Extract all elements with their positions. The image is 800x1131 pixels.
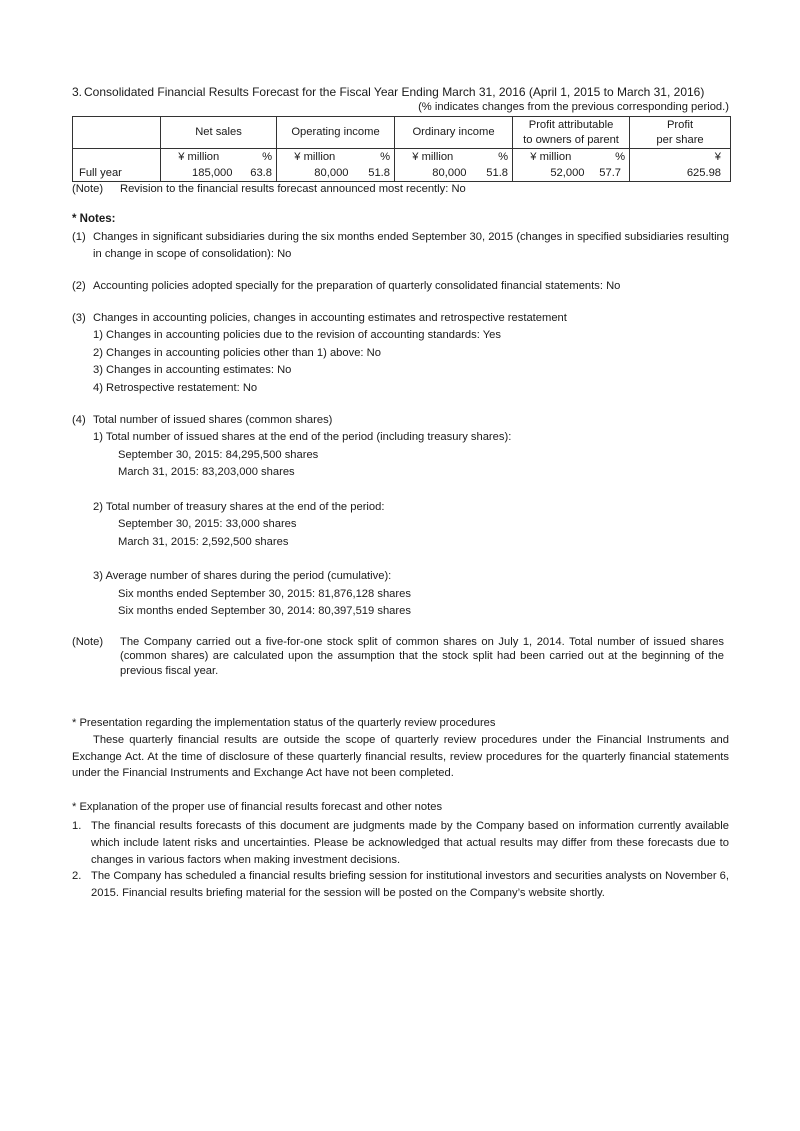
unit-cell: ¥: [630, 149, 731, 166]
header-ordinary-income: Ordinary income: [395, 117, 513, 149]
note-item-4: (4) Total number of issued shares (common shares): [72, 414, 333, 426]
issued-shares-label: 1) Total number of issued shares at the end of the period (including treasury shares):: [93, 431, 512, 443]
cell-operating-income: 80,000: [277, 165, 353, 182]
average-shares-line: Six months ended September 30, 2014: 80,397,519 shares: [118, 605, 411, 617]
note-item-1: (1) Changes in significant subsidiaries during the six months ended September 30, 2015 (changes in specified subsidiaries resulting in change in scope of consolidation): No: [72, 231, 729, 260]
table-row: [73, 165, 731, 182]
header-net-sales: Net sales: [161, 117, 277, 149]
cell-profit-attributable-pct: 57.7: [589, 165, 630, 182]
unit-cell: ¥ million: [277, 149, 353, 166]
cell-ordinary-income: 80,000: [395, 165, 471, 182]
treasury-shares-line: March 31, 2015: 2,592,500 shares: [118, 535, 289, 548]
cell-profit-per-share: 625.98: [630, 165, 731, 182]
review-paragraph: These quarterly financial results are outside the scope of quarterly review procedures under the Financial Instruments and Exchange Act. At the time of disclosure of these quarterly financial results, review procedures for the quarterly financial statements under the Financial Instruments and Exchange Act have not been completed.: [72, 734, 729, 780]
note-3-sub-2: 2) Changes in accounting policies other than 1) above: No: [93, 346, 381, 359]
cell-ordinary-income-pct: 51.8: [471, 165, 513, 182]
cell-operating-income-pct: 51.8: [353, 165, 395, 182]
header-profit-attributable: Profit attributable to owners of parent: [513, 117, 630, 149]
unit-cell: ¥ million: [395, 149, 471, 166]
row-label: Full year: [73, 165, 161, 182]
percent-note: (% indicates changes from the previous corresponding period.): [418, 101, 729, 113]
list-item: 1. The financial results forecasts of this document are judgments made by the Company based on information currently available which include latent risks and uncertainties. Please be acknowledged that actual results may differ from these forecasts due to changes in various factors when making investment decisions.: [72, 820, 729, 866]
units-row: [73, 149, 731, 166]
document-page: [72, 86, 729, 902]
note-3-sub-3: 3) Changes in accounting estimates: No: [93, 364, 292, 376]
unit-cell: %: [589, 149, 630, 166]
explanation-heading: * Explanation of the proper use of financial results forecast and other notes: [72, 801, 443, 814]
explanation-list: [72, 818, 729, 902]
revision-note: (Note) Revision to the financial results forecast announced most recently: No: [72, 183, 466, 195]
header-operating-income: Operating income: [277, 117, 395, 149]
issued-shares-line: March 31, 2015: 83,203,000 shares: [118, 466, 295, 478]
stock-split-note: (Note) The Company carried out a five-for-one stock split of common shares on July 1, 2014. Total number of issued shares (common shares) are calculated upon the assumption that the stock split had been carried out at the beginning of the previous fiscal year.: [72, 635, 724, 677]
header-empty: [73, 117, 161, 149]
treasury-shares-line: September 30, 2015: 33,000 shares: [118, 518, 297, 530]
forecast-table: [72, 116, 731, 182]
review-heading: * Presentation regarding the implementation status of the quarterly review procedures: [72, 717, 496, 729]
treasury-shares-label: 2) Total number of treasury shares at the end of the period:: [93, 500, 385, 513]
issued-shares-line: September 30, 2015: 84,295,500 shares: [118, 448, 319, 461]
unit-cell: %: [471, 149, 513, 166]
list-item: 2. The Company has scheduled a financial results briefing session for institutional investors and securities analysts on November 6, 2015. Financial results briefing material for the session will be posted on the Company’s website shortly.: [72, 870, 730, 899]
note-3-sub-4: 4) Retrospective restatement: No: [93, 381, 258, 394]
unit-cell: %: [237, 149, 277, 166]
unit-cell: ¥ million: [513, 149, 589, 166]
notes-heading: * Notes:: [72, 213, 116, 225]
note-item-3: (3) Changes in accounting policies, changes in accounting estimates and retrospective restatement: [72, 312, 567, 324]
cell-net-sales: 185,000: [161, 165, 237, 182]
note-item-2: (2) Accounting policies adopted specially for the preparation of quarterly consolidated financial statements: No: [72, 280, 621, 292]
cell-net-sales-pct: 63.8: [237, 165, 277, 182]
header-profit-per-share: Profit per share: [630, 117, 731, 149]
note-3-sub-1: 1) Changes in accounting policies due to the revision of accounting standards: Yes: [93, 329, 501, 341]
unit-cell: %: [353, 149, 395, 166]
average-shares-label: 3) Average number of shares during the period (cumulative):: [93, 570, 392, 582]
unit-cell: ¥ million: [161, 149, 237, 166]
section-title: 3. Consolidated Financial Results Forecast for the Fiscal Year Ending March 31, 2016 (April 1, 2015 to March 31, 2016): [72, 85, 705, 99]
cell-profit-attributable: 52,000: [513, 165, 589, 182]
average-shares-line: Six months ended September 30, 2015: 81,876,128 shares: [118, 587, 411, 600]
